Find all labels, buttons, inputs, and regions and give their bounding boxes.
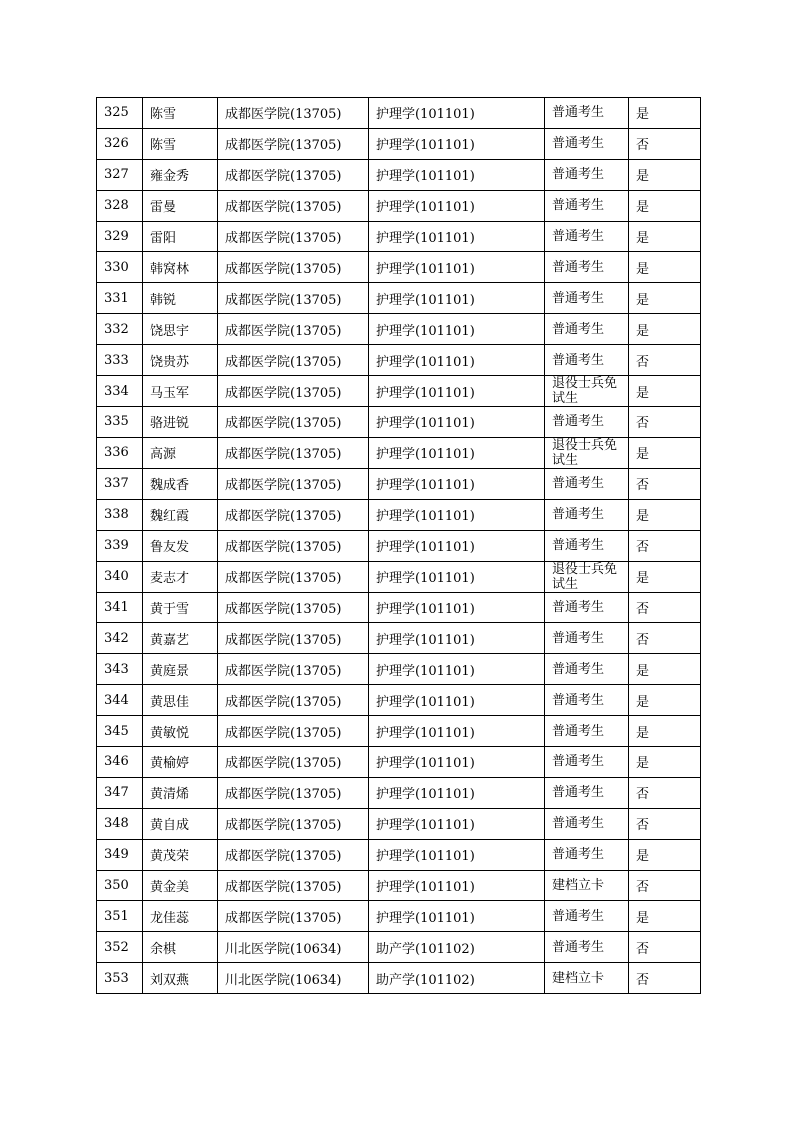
table-row xyxy=(97,808,701,839)
row-number-cell: 353 xyxy=(97,963,143,994)
name-cell: 鲁友发 xyxy=(143,530,218,561)
major-cell: 护理学(101101) xyxy=(369,283,545,314)
row-number-cell: 325 xyxy=(97,98,143,129)
major-cell: 护理学(101101) xyxy=(369,437,545,468)
name-cell: 骆进锐 xyxy=(143,407,218,438)
name-cell: 黄清烯 xyxy=(143,777,218,808)
name-cell: 黄嘉艺 xyxy=(143,623,218,654)
flag-cell: 是 xyxy=(629,901,701,932)
table-row xyxy=(97,685,701,716)
category-cell: 普通考生 xyxy=(545,159,629,190)
row-number-cell: 349 xyxy=(97,839,143,870)
row-number-cell: 330 xyxy=(97,252,143,283)
flag-cell: 否 xyxy=(629,128,701,159)
table-row xyxy=(97,499,701,530)
flag-cell: 是 xyxy=(629,98,701,129)
name-cell: 黄茂荣 xyxy=(143,839,218,870)
table-row xyxy=(97,716,701,747)
major-cell: 护理学(101101) xyxy=(369,221,545,252)
name-cell: 韩锐 xyxy=(143,283,218,314)
major-cell: 护理学(101101) xyxy=(369,530,545,561)
category-cell: 普通考生 xyxy=(545,901,629,932)
row-number-cell: 343 xyxy=(97,654,143,685)
table-row xyxy=(97,592,701,623)
flag-cell: 否 xyxy=(629,932,701,963)
category-cell: 普通考生 xyxy=(545,499,629,530)
school-cell: 成都医学院(13705) xyxy=(218,592,369,623)
name-cell: 饶贵苏 xyxy=(143,345,218,376)
name-cell: 马玉军 xyxy=(143,376,218,407)
school-cell: 成都医学院(13705) xyxy=(218,98,369,129)
major-cell: 护理学(101101) xyxy=(369,592,545,623)
category-cell: 退役士兵免试生 xyxy=(545,376,629,407)
flag-cell: 是 xyxy=(629,376,701,407)
table-row xyxy=(97,901,701,932)
school-cell: 成都医学院(13705) xyxy=(218,128,369,159)
row-number-cell: 347 xyxy=(97,777,143,808)
major-cell: 护理学(101101) xyxy=(369,314,545,345)
major-cell: 护理学(101101) xyxy=(369,407,545,438)
flag-cell: 否 xyxy=(629,623,701,654)
flag-cell: 否 xyxy=(629,808,701,839)
category-cell: 普通考生 xyxy=(545,592,629,623)
category-cell: 普通考生 xyxy=(545,190,629,221)
table-row xyxy=(97,437,701,468)
category-cell: 普通考生 xyxy=(545,685,629,716)
table-row xyxy=(97,530,701,561)
school-cell: 成都医学院(13705) xyxy=(218,808,369,839)
flag-cell: 是 xyxy=(629,221,701,252)
flag-cell: 否 xyxy=(629,468,701,499)
table-row xyxy=(97,839,701,870)
name-cell: 饶思宇 xyxy=(143,314,218,345)
flag-cell: 是 xyxy=(629,499,701,530)
table-row xyxy=(97,283,701,314)
category-cell: 普通考生 xyxy=(545,128,629,159)
row-number-cell: 338 xyxy=(97,499,143,530)
table-row xyxy=(97,654,701,685)
table-row xyxy=(97,314,701,345)
table-row xyxy=(97,376,701,407)
school-cell: 成都医学院(13705) xyxy=(218,561,369,592)
name-cell: 陈雪 xyxy=(143,98,218,129)
row-number-cell: 333 xyxy=(97,345,143,376)
row-number-cell: 346 xyxy=(97,747,143,778)
category-cell: 普通考生 xyxy=(545,221,629,252)
major-cell: 护理学(101101) xyxy=(369,98,545,129)
row-number-cell: 336 xyxy=(97,437,143,468)
name-cell: 余棋 xyxy=(143,932,218,963)
row-number-cell: 351 xyxy=(97,901,143,932)
roster-body xyxy=(97,98,701,994)
major-cell: 护理学(101101) xyxy=(369,808,545,839)
table-row xyxy=(97,623,701,654)
name-cell: 黄于雪 xyxy=(143,592,218,623)
category-cell: 普通考生 xyxy=(545,777,629,808)
major-cell: 护理学(101101) xyxy=(369,561,545,592)
row-number-cell: 334 xyxy=(97,376,143,407)
flag-cell: 是 xyxy=(629,654,701,685)
table-row xyxy=(97,932,701,963)
category-cell: 普通考生 xyxy=(545,808,629,839)
name-cell: 韩窝林 xyxy=(143,252,218,283)
table-row xyxy=(97,190,701,221)
category-cell: 退役士兵免试生 xyxy=(545,561,629,592)
school-cell: 成都医学院(13705) xyxy=(218,252,369,283)
category-cell: 普通考生 xyxy=(545,716,629,747)
name-cell: 黄金美 xyxy=(143,870,218,901)
school-cell: 成都医学院(13705) xyxy=(218,623,369,654)
name-cell: 雷曼 xyxy=(143,190,218,221)
school-cell: 川北医学院(10634) xyxy=(218,932,369,963)
major-cell: 护理学(101101) xyxy=(369,376,545,407)
name-cell: 黄思佳 xyxy=(143,685,218,716)
flag-cell: 否 xyxy=(629,592,701,623)
major-cell: 护理学(101101) xyxy=(369,128,545,159)
table-row xyxy=(97,128,701,159)
flag-cell: 是 xyxy=(629,437,701,468)
row-number-cell: 331 xyxy=(97,283,143,314)
row-number-cell: 327 xyxy=(97,159,143,190)
flag-cell: 否 xyxy=(629,963,701,994)
name-cell: 魏红霞 xyxy=(143,499,218,530)
major-cell: 护理学(101101) xyxy=(369,468,545,499)
row-number-cell: 339 xyxy=(97,530,143,561)
row-number-cell: 326 xyxy=(97,128,143,159)
school-cell: 成都医学院(13705) xyxy=(218,654,369,685)
flag-cell: 是 xyxy=(629,159,701,190)
school-cell: 成都医学院(13705) xyxy=(218,499,369,530)
row-number-cell: 341 xyxy=(97,592,143,623)
name-cell: 雍金秀 xyxy=(143,159,218,190)
table-row xyxy=(97,221,701,252)
school-cell: 成都医学院(13705) xyxy=(218,839,369,870)
major-cell: 护理学(101101) xyxy=(369,499,545,530)
row-number-cell: 344 xyxy=(97,685,143,716)
table-row xyxy=(97,561,701,592)
row-number-cell: 350 xyxy=(97,870,143,901)
row-number-cell: 348 xyxy=(97,808,143,839)
major-cell: 护理学(101101) xyxy=(369,901,545,932)
name-cell: 黄庭景 xyxy=(143,654,218,685)
flag-cell: 否 xyxy=(629,345,701,376)
flag-cell: 否 xyxy=(629,530,701,561)
category-cell: 普通考生 xyxy=(545,314,629,345)
name-cell: 陈雪 xyxy=(143,128,218,159)
major-cell: 护理学(101101) xyxy=(369,623,545,654)
major-cell: 护理学(101101) xyxy=(369,870,545,901)
category-cell: 退役士兵免试生 xyxy=(545,437,629,468)
flag-cell: 否 xyxy=(629,407,701,438)
flag-cell: 是 xyxy=(629,716,701,747)
flag-cell: 否 xyxy=(629,777,701,808)
name-cell: 刘双燕 xyxy=(143,963,218,994)
school-cell: 成都医学院(13705) xyxy=(218,221,369,252)
category-cell: 建档立卡 xyxy=(545,870,629,901)
table-row xyxy=(97,468,701,499)
category-cell: 普通考生 xyxy=(545,252,629,283)
school-cell: 成都医学院(13705) xyxy=(218,901,369,932)
major-cell: 护理学(101101) xyxy=(369,252,545,283)
school-cell: 成都医学院(13705) xyxy=(218,777,369,808)
table-row xyxy=(97,407,701,438)
school-cell: 成都医学院(13705) xyxy=(218,530,369,561)
school-cell: 成都医学院(13705) xyxy=(218,870,369,901)
school-cell: 成都医学院(13705) xyxy=(218,437,369,468)
table-row xyxy=(97,963,701,994)
flag-cell: 是 xyxy=(629,252,701,283)
table-row xyxy=(97,252,701,283)
roster-table xyxy=(96,97,701,994)
major-cell: 助产学(101102) xyxy=(369,932,545,963)
flag-cell: 是 xyxy=(629,314,701,345)
category-cell: 普通考生 xyxy=(545,623,629,654)
school-cell: 成都医学院(13705) xyxy=(218,345,369,376)
category-cell: 普通考生 xyxy=(545,283,629,314)
major-cell: 助产学(101102) xyxy=(369,963,545,994)
flag-cell: 是 xyxy=(629,561,701,592)
table-row xyxy=(97,345,701,376)
major-cell: 护理学(101101) xyxy=(369,159,545,190)
school-cell: 成都医学院(13705) xyxy=(218,376,369,407)
name-cell: 黄榆婷 xyxy=(143,747,218,778)
major-cell: 护理学(101101) xyxy=(369,654,545,685)
school-cell: 成都医学院(13705) xyxy=(218,283,369,314)
category-cell: 普通考生 xyxy=(545,654,629,685)
name-cell: 高源 xyxy=(143,437,218,468)
school-cell: 成都医学院(13705) xyxy=(218,159,369,190)
table-row xyxy=(97,747,701,778)
category-cell: 普通考生 xyxy=(545,839,629,870)
category-cell: 建档立卡 xyxy=(545,963,629,994)
flag-cell: 是 xyxy=(629,685,701,716)
row-number-cell: 328 xyxy=(97,190,143,221)
major-cell: 护理学(101101) xyxy=(369,685,545,716)
flag-cell: 是 xyxy=(629,190,701,221)
major-cell: 护理学(101101) xyxy=(369,716,545,747)
category-cell: 普通考生 xyxy=(545,747,629,778)
name-cell: 雷阳 xyxy=(143,221,218,252)
name-cell: 魏成香 xyxy=(143,468,218,499)
flag-cell: 是 xyxy=(629,283,701,314)
school-cell: 成都医学院(13705) xyxy=(218,716,369,747)
major-cell: 护理学(101101) xyxy=(369,190,545,221)
row-number-cell: 337 xyxy=(97,468,143,499)
school-cell: 成都医学院(13705) xyxy=(218,407,369,438)
category-cell: 普通考生 xyxy=(545,932,629,963)
category-cell: 普通考生 xyxy=(545,345,629,376)
school-cell: 成都医学院(13705) xyxy=(218,190,369,221)
flag-cell: 是 xyxy=(629,747,701,778)
table-row xyxy=(97,870,701,901)
major-cell: 护理学(101101) xyxy=(369,747,545,778)
row-number-cell: 342 xyxy=(97,623,143,654)
table-row xyxy=(97,159,701,190)
flag-cell: 是 xyxy=(629,839,701,870)
major-cell: 护理学(101101) xyxy=(369,777,545,808)
school-cell: 川北医学院(10634) xyxy=(218,963,369,994)
category-cell: 普通考生 xyxy=(545,407,629,438)
major-cell: 护理学(101101) xyxy=(369,839,545,870)
row-number-cell: 345 xyxy=(97,716,143,747)
school-cell: 成都医学院(13705) xyxy=(218,685,369,716)
flag-cell: 否 xyxy=(629,870,701,901)
table-row xyxy=(97,98,701,129)
name-cell: 黄自成 xyxy=(143,808,218,839)
row-number-cell: 329 xyxy=(97,221,143,252)
name-cell: 麦志才 xyxy=(143,561,218,592)
category-cell: 普通考生 xyxy=(545,468,629,499)
school-cell: 成都医学院(13705) xyxy=(218,314,369,345)
name-cell: 黄敏悦 xyxy=(143,716,218,747)
table-row xyxy=(97,777,701,808)
row-number-cell: 340 xyxy=(97,561,143,592)
row-number-cell: 335 xyxy=(97,407,143,438)
category-cell: 普通考生 xyxy=(545,98,629,129)
major-cell: 护理学(101101) xyxy=(369,345,545,376)
row-number-cell: 332 xyxy=(97,314,143,345)
category-cell: 普通考生 xyxy=(545,530,629,561)
row-number-cell: 352 xyxy=(97,932,143,963)
school-cell: 成都医学院(13705) xyxy=(218,468,369,499)
name-cell: 龙佳蕊 xyxy=(143,901,218,932)
school-cell: 成都医学院(13705) xyxy=(218,747,369,778)
